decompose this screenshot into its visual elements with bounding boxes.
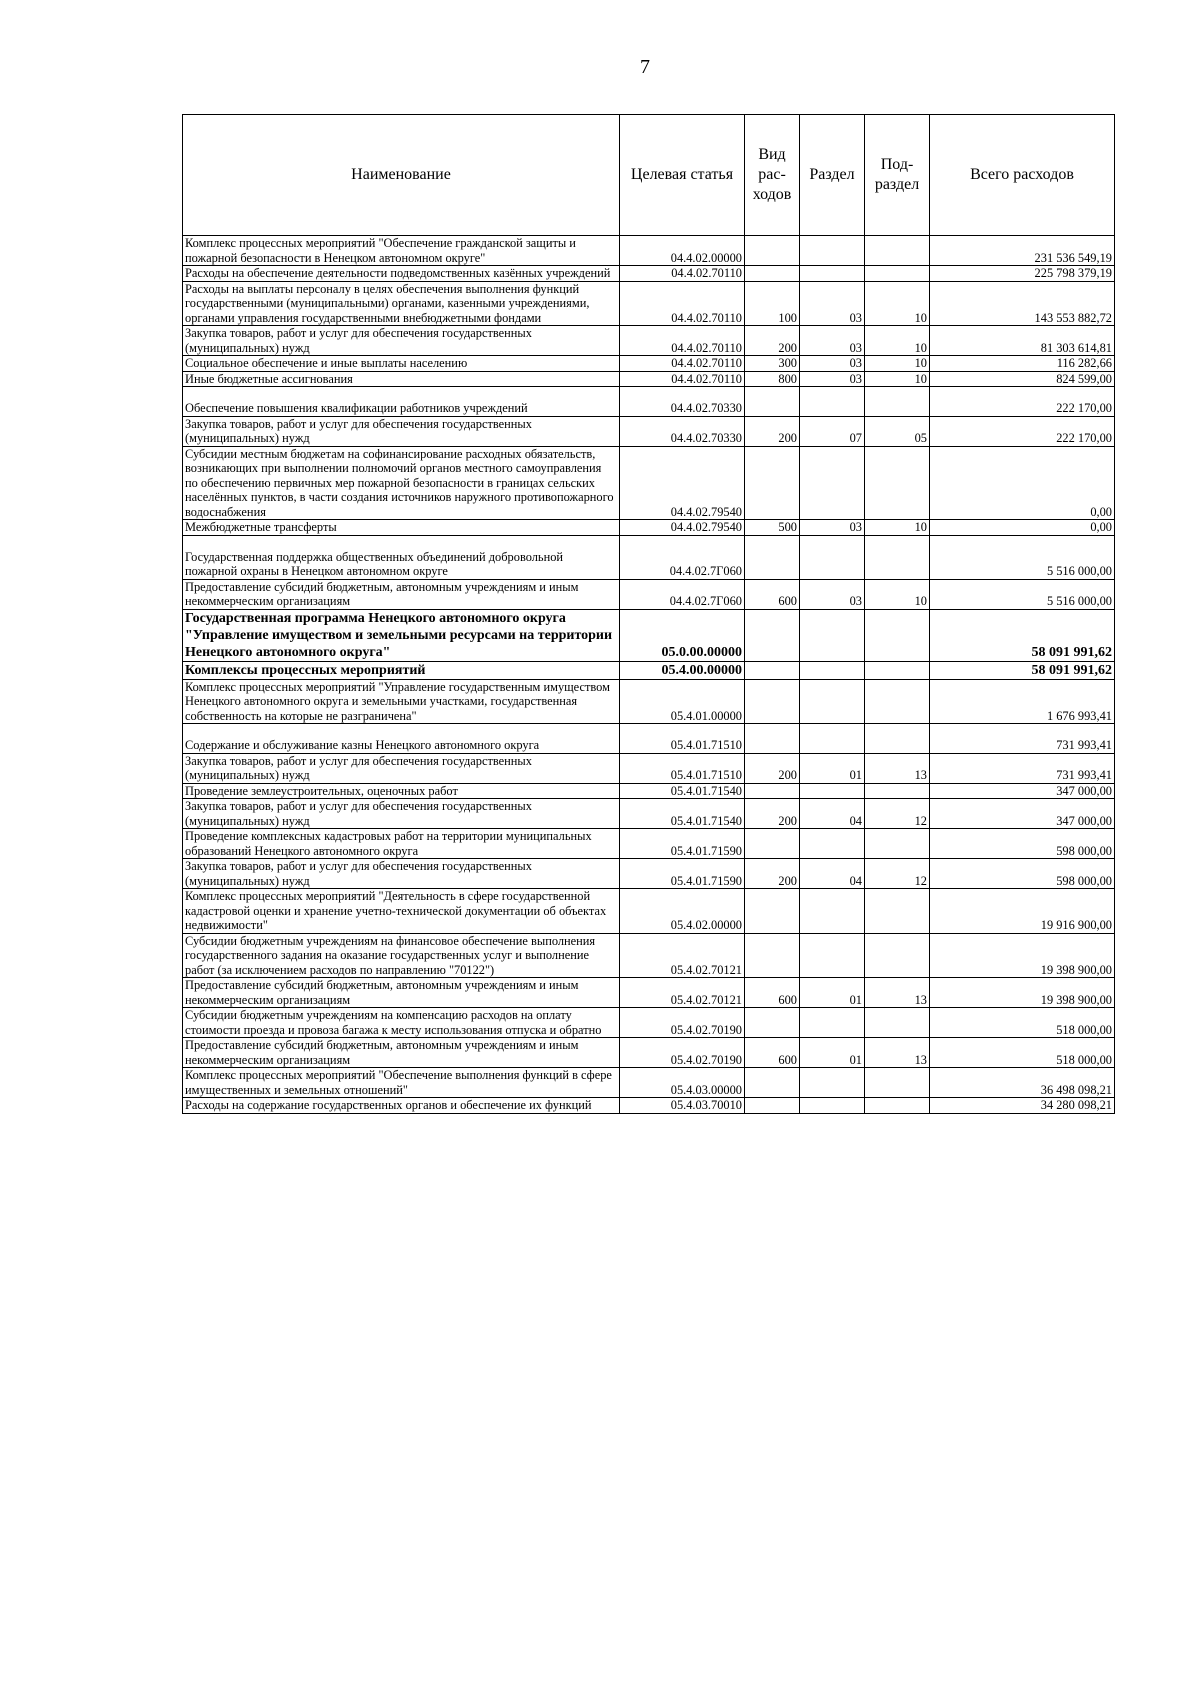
cell-razdel <box>800 1098 865 1114</box>
cell-name: Комплекс процессных мероприятий "Обеспечение гражданской защиты и пожарной безопасности в Ненецком автономном округе" <box>183 236 620 266</box>
cell-podrazdel <box>865 783 930 799</box>
cell-vid: 200 <box>745 416 800 446</box>
cell-vid: 800 <box>745 371 800 387</box>
cell-razdel <box>800 387 865 417</box>
cell-total: 5 516 000,00 <box>930 579 1115 609</box>
table-row <box>183 520 1115 536</box>
cell-razdel: 03 <box>800 520 865 536</box>
cell-name: Расходы на выплаты персоналу в целях обеспечения выполнения функций государственными (муниципальными) органами, казенными учреждениями, органами управления государственными внебюджетными фондами <box>183 281 620 326</box>
cell-podrazdel: 13 <box>865 753 930 783</box>
cell-name: Субсидии местным бюджетам на софинансирование расходных обязательств, возникающих при выполнении полномочий органов местного самоуправления по обеспечению первичных мер пожарной безопасности в границах сельских населённых пунктов, в части создания источников наружного противопожарного водоснабжения <box>183 446 620 520</box>
cell-razdel: 03 <box>800 356 865 372</box>
cell-vid: 100 <box>745 281 800 326</box>
table-row <box>183 535 1115 579</box>
cell-name: Предоставление субсидий бюджетным, автономным учреждениям и иным некоммерческим организациям <box>183 579 620 609</box>
cell-podrazdel <box>865 1068 930 1098</box>
cell-name: Закупка товаров, работ и услуг для обеспечения государственных (муниципальных) нужд <box>183 859 620 889</box>
cell-total: 19 916 900,00 <box>930 889 1115 934</box>
cell-podrazdel: 05 <box>865 416 930 446</box>
table-row <box>183 236 1115 266</box>
cell-article: 05.4.02.70121 <box>620 933 745 978</box>
cell-podrazdel: 12 <box>865 799 930 829</box>
cell-vid: 200 <box>745 799 800 829</box>
cell-razdel <box>800 933 865 978</box>
cell-article: 05.4.01.71510 <box>620 724 745 754</box>
cell-article: 04.4.02.70110 <box>620 371 745 387</box>
cell-razdel <box>800 609 865 661</box>
cell-podrazdel: 10 <box>865 326 930 356</box>
cell-razdel <box>800 679 865 724</box>
cell-name: Государственная поддержка общественных объединений добровольной пожарной охраны в Ненецком автономном округе <box>183 535 620 579</box>
cell-name: Расходы на обеспечение деятельности подведомственных казённых учреждений <box>183 266 620 282</box>
header-article: Целевая статья <box>620 115 745 236</box>
header-vid: Вид рас- ходов <box>745 115 800 236</box>
cell-vid <box>745 266 800 282</box>
cell-name: Предоставление субсидий бюджетным, автономным учреждениям и иным некоммерческим организациям <box>183 978 620 1008</box>
cell-vid: 600 <box>745 978 800 1008</box>
cell-article: 05.4.02.70190 <box>620 1038 745 1068</box>
cell-vid <box>745 535 800 579</box>
cell-razdel: 03 <box>800 281 865 326</box>
table-row <box>183 416 1115 446</box>
cell-total: 222 170,00 <box>930 387 1115 417</box>
cell-total: 598 000,00 <box>930 859 1115 889</box>
cell-article: 05.4.00.00000 <box>620 661 745 679</box>
cell-vid <box>745 661 800 679</box>
cell-podrazdel: 12 <box>865 859 930 889</box>
cell-total: 731 993,41 <box>930 724 1115 754</box>
cell-vid: 200 <box>745 753 800 783</box>
table-row <box>183 356 1115 372</box>
cell-podrazdel: 13 <box>865 978 930 1008</box>
cell-article: 04.4.02.70330 <box>620 387 745 417</box>
cell-vid: 200 <box>745 326 800 356</box>
cell-name: Закупка товаров, работ и услуг для обеспечения государственных (муниципальных) нужд <box>183 799 620 829</box>
cell-razdel <box>800 889 865 934</box>
cell-podrazdel: 13 <box>865 1038 930 1068</box>
cell-name: Иные бюджетные ассигнования <box>183 371 620 387</box>
cell-total: 731 993,41 <box>930 753 1115 783</box>
cell-razdel <box>800 1068 865 1098</box>
cell-razdel <box>800 446 865 520</box>
cell-podrazdel <box>865 661 930 679</box>
cell-vid <box>745 446 800 520</box>
cell-podrazdel <box>865 236 930 266</box>
cell-podrazdel <box>865 387 930 417</box>
cell-total: 34 280 098,21 <box>930 1098 1115 1114</box>
cell-total: 598 000,00 <box>930 829 1115 859</box>
cell-article: 04.4.02.7Г060 <box>620 535 745 579</box>
cell-name: Проведение землеустроительных, оценочных работ <box>183 783 620 799</box>
table-row <box>183 783 1115 799</box>
cell-article: 04.4.02.00000 <box>620 236 745 266</box>
table-row <box>183 933 1115 978</box>
table-row <box>183 724 1115 754</box>
cell-article: 05.4.01.00000 <box>620 679 745 724</box>
cell-total: 116 282,66 <box>930 356 1115 372</box>
cell-name: Проведение комплексных кадастровых работ на территории муниципальных образований Ненецкого автономного округа <box>183 829 620 859</box>
cell-name: Субсидии бюджетным учреждениям на компенсацию расходов на оплату стоимости проезда и провоза багажа к месту использования отпуска и обратно <box>183 1008 620 1038</box>
table-row <box>183 1068 1115 1098</box>
cell-vid <box>745 679 800 724</box>
table-row <box>183 387 1115 417</box>
cell-total: 347 000,00 <box>930 799 1115 829</box>
cell-name: Комплекс процессных мероприятий "Деятельность в сфере государственной кадастровой оценки и хранение учетно-технической документации об объектах недвижимости" <box>183 889 620 934</box>
cell-razdel <box>800 1008 865 1038</box>
cell-total: 19 398 900,00 <box>930 933 1115 978</box>
cell-razdel: 01 <box>800 978 865 1008</box>
cell-razdel <box>800 266 865 282</box>
cell-total: 225 798 379,19 <box>930 266 1115 282</box>
cell-name: Содержание и обслуживание казны Ненецкого автономного округа <box>183 724 620 754</box>
cell-name: Предоставление субсидий бюджетным, автономным учреждениям и иным некоммерческим организациям <box>183 1038 620 1068</box>
table-header-row <box>183 115 1115 236</box>
cell-name: Комплекс процессных мероприятий "Управление государственным имуществом Ненецкого автономного округа и земельными участками, государственная собственность на которые не разграничена" <box>183 679 620 724</box>
cell-vid: 600 <box>745 579 800 609</box>
cell-razdel: 04 <box>800 859 865 889</box>
cell-article: 04.4.02.70330 <box>620 416 745 446</box>
cell-podrazdel: 10 <box>865 371 930 387</box>
cell-podrazdel <box>865 535 930 579</box>
cell-vid: 300 <box>745 356 800 372</box>
cell-name: Субсидии бюджетным учреждениям на финансовое обеспечение выполнения государственного задания на оказание государственных услуг и выполнение работ (за исключением расходов по направлению "70122") <box>183 933 620 978</box>
cell-vid <box>745 1008 800 1038</box>
cell-article: 05.4.02.00000 <box>620 889 745 934</box>
cell-razdel: 07 <box>800 416 865 446</box>
cell-article: 05.4.02.70190 <box>620 1008 745 1038</box>
cell-podrazdel <box>865 1098 930 1114</box>
cell-vid: 600 <box>745 1038 800 1068</box>
cell-podrazdel: 10 <box>865 579 930 609</box>
cell-vid <box>745 609 800 661</box>
cell-vid <box>745 933 800 978</box>
cell-razdel: 04 <box>800 799 865 829</box>
cell-podrazdel <box>865 679 930 724</box>
header-total: Всего расходов <box>930 115 1115 236</box>
cell-total: 518 000,00 <box>930 1038 1115 1068</box>
table-row <box>183 371 1115 387</box>
cell-name: Социальное обеспечение и иные выплаты населению <box>183 356 620 372</box>
cell-razdel <box>800 829 865 859</box>
table-row <box>183 446 1115 520</box>
table-row <box>183 679 1115 724</box>
cell-podrazdel <box>865 446 930 520</box>
cell-podrazdel <box>865 266 930 282</box>
cell-razdel: 01 <box>800 753 865 783</box>
cell-podrazdel <box>865 889 930 934</box>
cell-razdel <box>800 661 865 679</box>
cell-total: 0,00 <box>930 520 1115 536</box>
cell-total: 347 000,00 <box>930 783 1115 799</box>
header-name: Наименование <box>183 115 620 236</box>
cell-total: 518 000,00 <box>930 1008 1115 1038</box>
cell-name: Обеспечение повышения квалификации работников учреждений <box>183 387 620 417</box>
cell-total: 5 516 000,00 <box>930 535 1115 579</box>
cell-article: 04.4.02.70110 <box>620 356 745 372</box>
table-row <box>183 753 1115 783</box>
table-row <box>183 266 1115 282</box>
cell-podrazdel <box>865 724 930 754</box>
cell-name: Государственная программа Ненецкого автономного округа "Управление имуществом и земельными ресурсами на территории Ненецкого автономного округа" <box>183 609 620 661</box>
cell-razdel: 03 <box>800 371 865 387</box>
cell-article: 05.4.03.00000 <box>620 1068 745 1098</box>
table-row <box>183 609 1115 661</box>
cell-name: Расходы на содержание государственных органов и обеспечение их функций <box>183 1098 620 1114</box>
cell-total: 81 303 614,81 <box>930 326 1115 356</box>
cell-article: 05.4.01.71540 <box>620 783 745 799</box>
cell-total: 58 091 991,62 <box>930 661 1115 679</box>
table-row <box>183 978 1115 1008</box>
cell-podrazdel <box>865 1008 930 1038</box>
cell-podrazdel <box>865 829 930 859</box>
cell-total: 1 676 993,41 <box>930 679 1115 724</box>
cell-article: 05.4.03.70010 <box>620 1098 745 1114</box>
cell-vid <box>745 1068 800 1098</box>
table-row <box>183 1008 1115 1038</box>
table-row <box>183 829 1115 859</box>
cell-name: Комплекс процессных мероприятий "Обеспечение выполнения функций в сфере имущественных и земельных отношений" <box>183 1068 620 1098</box>
cell-vid <box>745 1098 800 1114</box>
cell-vid: 200 <box>745 859 800 889</box>
cell-name: Закупка товаров, работ и услуг для обеспечения государственных (муниципальных) нужд <box>183 753 620 783</box>
cell-razdel <box>800 236 865 266</box>
cell-article: 04.4.02.79540 <box>620 446 745 520</box>
cell-total: 143 553 882,72 <box>930 281 1115 326</box>
cell-article: 04.4.02.70110 <box>620 281 745 326</box>
header-podrazdel: Под- раздел <box>865 115 930 236</box>
cell-podrazdel: 10 <box>865 356 930 372</box>
table-row <box>183 281 1115 326</box>
table-row <box>183 859 1115 889</box>
cell-article: 05.4.01.71590 <box>620 859 745 889</box>
table-row <box>183 326 1115 356</box>
cell-article: 04.4.02.70110 <box>620 326 745 356</box>
cell-razdel <box>800 724 865 754</box>
cell-name: Комплексы процессных мероприятий <box>183 661 620 679</box>
cell-total: 231 536 549,19 <box>930 236 1115 266</box>
cell-razdel: 03 <box>800 579 865 609</box>
cell-podrazdel <box>865 933 930 978</box>
table-row <box>183 889 1115 934</box>
cell-vid <box>745 724 800 754</box>
table-row <box>183 579 1115 609</box>
table-row <box>183 1038 1115 1068</box>
cell-vid <box>745 236 800 266</box>
cell-vid <box>745 829 800 859</box>
cell-podrazdel: 10 <box>865 281 930 326</box>
cell-podrazdel: 10 <box>865 520 930 536</box>
cell-article: 04.4.02.70110 <box>620 266 745 282</box>
cell-article: 05.4.02.70121 <box>620 978 745 1008</box>
table-body <box>183 236 1115 1114</box>
cell-article: 05.4.01.71510 <box>620 753 745 783</box>
table-row <box>183 799 1115 829</box>
cell-name: Межбюджетные трансферты <box>183 520 620 536</box>
cell-total: 0,00 <box>930 446 1115 520</box>
cell-total: 19 398 900,00 <box>930 978 1115 1008</box>
header-razdel: Раздел <box>800 115 865 236</box>
cell-razdel: 01 <box>800 1038 865 1068</box>
cell-vid <box>745 387 800 417</box>
cell-name: Закупка товаров, работ и услуг для обеспечения государственных (муниципальных) нужд <box>183 416 620 446</box>
table-row <box>183 661 1115 679</box>
cell-razdel: 03 <box>800 326 865 356</box>
cell-article: 05.4.01.71540 <box>620 799 745 829</box>
cell-razdel <box>800 783 865 799</box>
cell-vid <box>745 889 800 934</box>
cell-total: 824 599,00 <box>930 371 1115 387</box>
cell-razdel <box>800 535 865 579</box>
cell-article: 05.4.01.71590 <box>620 829 745 859</box>
cell-total: 58 091 991,62 <box>930 609 1115 661</box>
cell-name: Закупка товаров, работ и услуг для обеспечения государственных (муниципальных) нужд <box>183 326 620 356</box>
page-number: 7 <box>640 56 650 78</box>
cell-vid <box>745 783 800 799</box>
table-row <box>183 1098 1115 1114</box>
cell-article: 05.0.00.00000 <box>620 609 745 661</box>
cell-total: 36 498 098,21 <box>930 1068 1115 1098</box>
cell-total: 222 170,00 <box>930 416 1115 446</box>
cell-article: 04.4.02.79540 <box>620 520 745 536</box>
cell-podrazdel <box>865 609 930 661</box>
cell-vid: 500 <box>745 520 800 536</box>
budget-table <box>182 114 1115 1114</box>
cell-article: 04.4.02.7Г060 <box>620 579 745 609</box>
